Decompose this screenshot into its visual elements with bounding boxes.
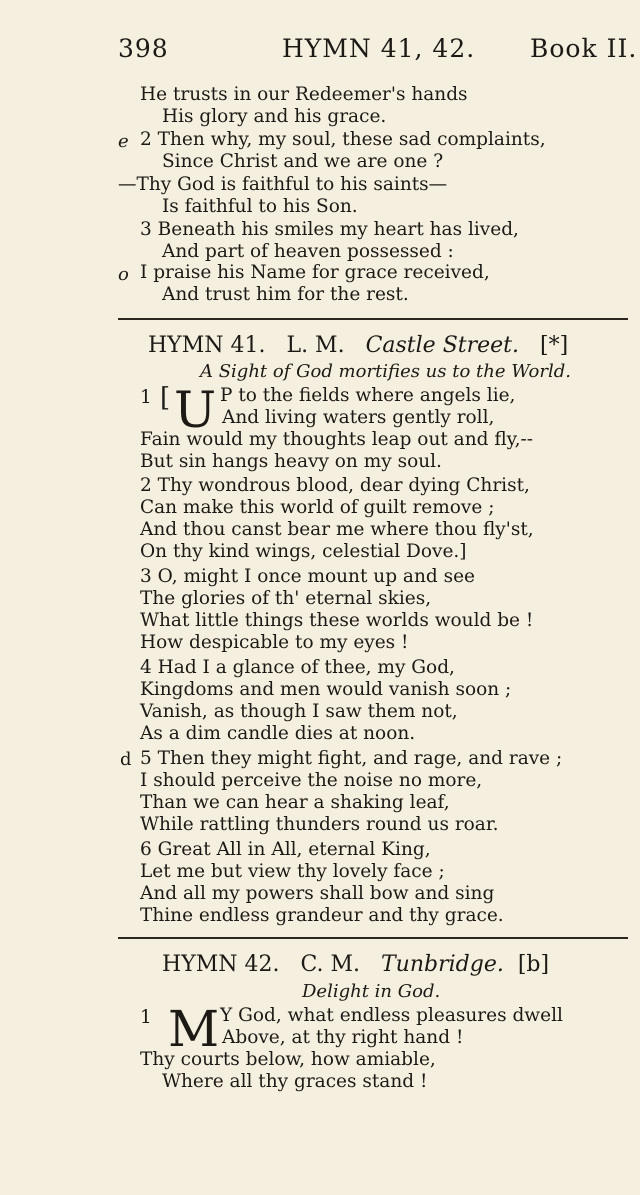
section-divider (118, 318, 628, 320)
prev-line-3: 2 Then why, my soul, these sad complaints, (140, 129, 546, 150)
hymn41-line-9: 3 O, might I once mount up and see (140, 566, 475, 587)
page-number: 398 (118, 34, 169, 63)
hymn41-line-22: Let me but view thy lovely face ; (140, 861, 445, 882)
hymn42-line-3: Thy courts below, how amiable, (140, 1049, 436, 1070)
hymn41-line-6: Can make this world of guilt remove ; (140, 497, 495, 518)
prev-line-6: Is faithful to his Son. (162, 196, 358, 217)
prev-line-1: He trusts in our Redeemer's hands (140, 84, 468, 105)
hymn41-meter: L. M. (286, 333, 345, 358)
hymn41-line-14: Kingdoms and men would vanish soon ; (140, 679, 512, 700)
hymn42-line-4: Where all thy graces stand ! (162, 1071, 428, 1092)
hymn41-line-24: Thine endless grandeur and thy grace. (140, 905, 504, 926)
hymn41-line-10: The glories of th' eternal skies, (140, 588, 432, 609)
hymn41-line-8: On thy kind wings, celestial Dove.] (140, 541, 467, 562)
prev-line-8: And part of heaven possessed : (162, 241, 454, 262)
hymn41-tune: Castle Street. (365, 333, 519, 358)
hymn41-line-21: 6 Great All in All, eternal King, (140, 839, 431, 860)
hymn42-marker: [b] (517, 952, 550, 977)
hymn41-marker: [*] (539, 333, 569, 358)
hymn41-line-20: While rattling thunders round us roar. (140, 814, 499, 835)
prev-line-9: I praise his Name for grace received, (140, 262, 490, 283)
dynamic-mark-e: e (118, 131, 129, 152)
hymn42-dropcap: M (168, 1000, 220, 1058)
hymn41-line-1: P to the fields where angels lie, (220, 385, 516, 406)
hymn41-bracket: [ (160, 383, 171, 413)
hymn41-line-3: Fain would my thoughts leap out and fly,-- (140, 429, 534, 450)
hymn41-line-13: 4 Had I a glance of thee, my God, (140, 657, 455, 678)
hymn42-tune: Tunbridge. (381, 952, 504, 977)
hymn41-line-4: But sin hangs heavy on my soul. (140, 451, 442, 472)
hymn42-heading (162, 954, 549, 976)
hymn42-line-1: Y God, what endless pleasures dwell (220, 1005, 563, 1026)
hymn41-line-19: Than we can hear a shaking leaf, (140, 792, 450, 813)
hymn42-meter: C. M. (300, 952, 361, 977)
hymn41-line-15: Vanish, as though I saw them not, (140, 701, 458, 722)
prev-line-7: 3 Beneath his smiles my heart has lived, (140, 219, 519, 240)
hymn41-line-17: 5 Then they might fight, and rage, and rave ; (140, 748, 563, 769)
hymn42-number: HYMN 42. (162, 952, 280, 977)
hymn41-heading (148, 335, 568, 357)
running-title: HYMN 41, 42. (282, 34, 476, 63)
hymn41-dropcap: U (174, 381, 217, 439)
hymn41-line-5: 2 Thy wondrous blood, dear dying Christ, (140, 475, 530, 496)
prev-line-2: His glory and his grace. (162, 106, 387, 127)
hymn41-verse-number: 1 (140, 387, 152, 408)
prev-line-4: Since Christ and we are one ? (162, 151, 444, 172)
hymn41-line-23: And all my powers shall bow and sing (140, 883, 495, 904)
prev-line-10: And trust him for the rest. (162, 284, 409, 305)
hymn41-line-7: And thou canst bear me where thou fly'st, (140, 519, 534, 540)
hymn41-line-16: As a dim candle dies at noon. (140, 723, 416, 744)
prev-line-5: —Thy God is faithful to his saints— (118, 174, 448, 195)
hymn41-subtitle: A Sight of God mortifies us to the World. (200, 361, 571, 382)
hymn41-line-12: How despicable to my eyes ! (140, 632, 409, 653)
book-label: Book II. (530, 34, 638, 63)
hymn41-line-11: What little things these worlds would be ! (140, 610, 534, 631)
hymn41-line-2: And living waters gently roll, (222, 407, 495, 428)
hymn42-verse-number: 1 (140, 1007, 152, 1028)
dynamic-mark-o: o (118, 264, 129, 285)
hymn41-number: HYMN 41. (148, 333, 266, 358)
section-divider-2 (118, 937, 628, 939)
hymn41-line-18: I should perceive the noise no more, (140, 770, 483, 791)
dynamic-mark-d: d (120, 749, 132, 770)
hymn42-line-2: Above, at thy right hand ! (222, 1027, 464, 1048)
hymn42-subtitle: Delight in God. (302, 981, 441, 1002)
